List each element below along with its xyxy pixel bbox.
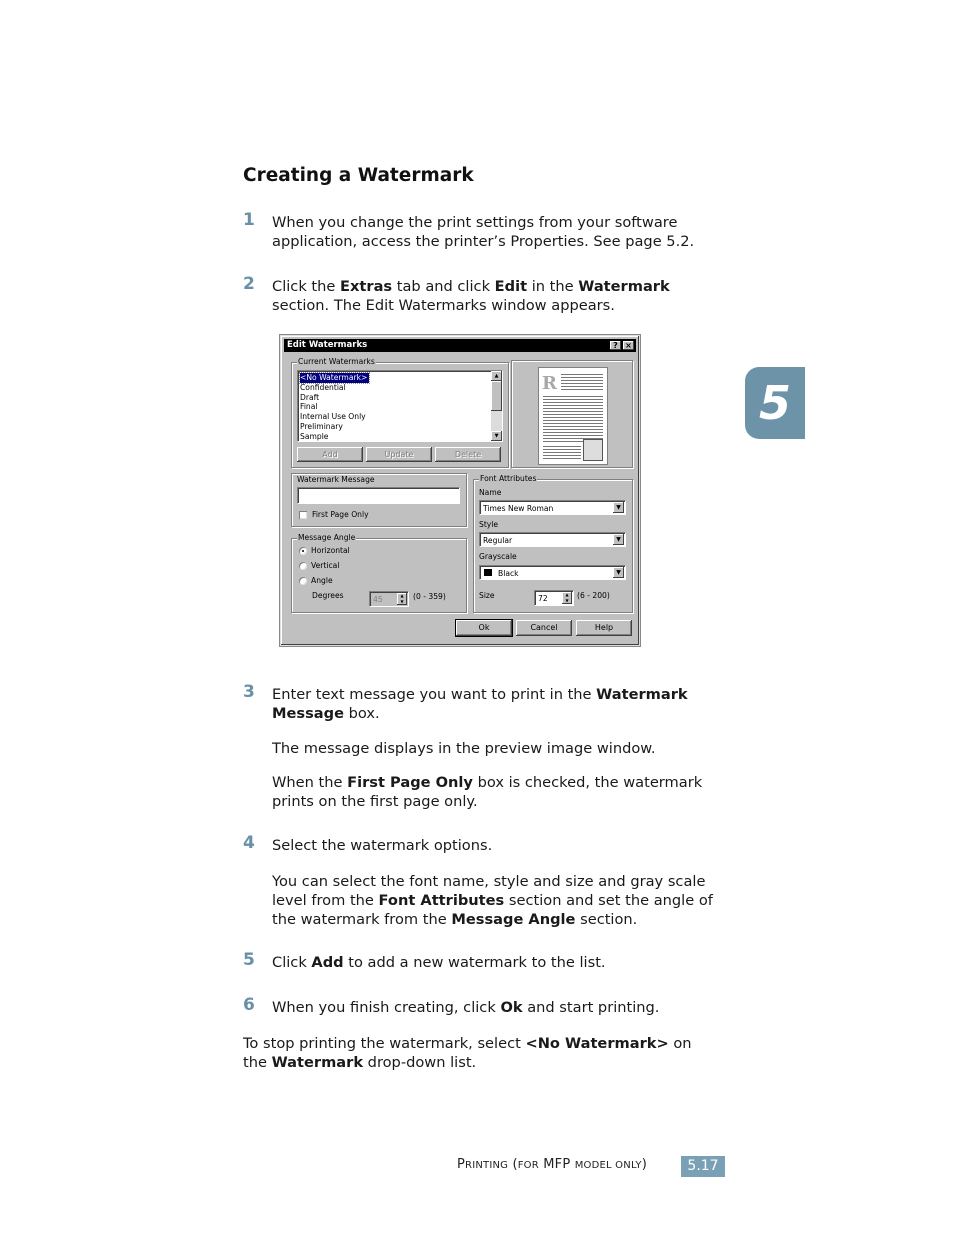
step-5-text [272,953,722,972]
font-attributes-keyword: Font Attributes [378,892,505,909]
list-scrollbar[interactable] [491,371,502,441]
step-3-p3-post: box is checked, the watermark [472,774,703,791]
chapter-tab: 5 [745,367,805,439]
degrees-value: 45 [373,595,383,604]
step-number-1: 1 [243,210,255,230]
list-item[interactable]: Internal Use Only [300,412,366,422]
no-watermark-keyword: <No Watermark> [525,1035,669,1052]
dropdown-arrow-icon[interactable]: ▼ [613,567,624,578]
step-3-line-1 [272,685,722,704]
step-3-post: box. [344,705,380,722]
footer-mfp: MFP [538,1157,575,1172]
degrees-label: Degrees [312,591,344,600]
edit-watermarks-dialog [280,335,640,646]
dialog-title: Edit Watermarks [287,340,368,350]
step-4-p2-line-2 [272,891,722,910]
step-3-p3-line-2: prints on the first page only. [272,793,478,810]
step-6-text [272,998,722,1017]
footer-rinting: RINTING [465,1160,509,1171]
first-page-only-checkbox[interactable] [299,511,307,519]
footer-paren-close: ) [641,1157,647,1172]
closing-line-2 [243,1053,723,1072]
angle-label: Angle [311,576,333,585]
closing-pre: To stop printing the watermark, select [243,1035,526,1052]
grayscale-value: Black [498,569,519,578]
close-titlebar-button[interactable]: × [623,341,634,350]
dropdown-arrow-icon[interactable]: ▼ [613,534,624,545]
preview-body-lines [543,394,603,442]
closing-pre2: the [243,1054,272,1071]
step-5-pre: Click [272,954,312,971]
watermark-keyword: Watermark [578,278,670,295]
step-4-text: Select the watermark options. [272,837,493,854]
help-button[interactable]: Help [576,620,632,636]
step-1-line-2: application, access the printer’s Properties. See page 5.2. [272,233,695,250]
size-range: (6 - 200) [577,591,610,600]
step-1-line-1: When you change the print settings from your software [272,214,678,231]
style-select[interactable] [479,532,626,547]
preview-page [538,367,608,465]
step-number-2: 2 [243,274,255,294]
font-attributes-label: Font Attributes [480,474,537,483]
size-label: Size [479,591,495,600]
page-number: 5.17 [681,1156,725,1177]
cancel-button[interactable]: Cancel [516,620,572,636]
scroll-up-icon[interactable]: ▲ [491,371,502,381]
size-value: 72 [538,594,548,603]
grayscale-select[interactable] [479,565,626,580]
list-item[interactable]: Final [300,402,318,412]
vertical-radio[interactable] [299,562,307,570]
update-button[interactable]: Update [366,447,432,462]
current-watermarks-label: Current Watermarks [298,357,375,366]
dialog-titlebar [284,339,636,352]
style-label: Style [479,520,499,529]
watermark-list[interactable] [297,370,503,442]
add-button[interactable]: Add [297,447,363,462]
help-titlebar-button[interactable]: ? [610,341,621,350]
list-item[interactable]: Preliminary [300,422,343,431]
edit-keyword: Edit [494,278,528,295]
step-4-p2-pre: level from the [272,892,379,909]
message-keyword: Message [272,705,344,722]
step-3-line-2 [272,704,722,723]
scroll-down-icon[interactable]: ▼ [491,431,502,441]
step-2-text [272,277,722,315]
step-3-paragraph-2: The message displays in the preview image window. [272,740,656,757]
extras-keyword: Extras [340,278,393,295]
footer-paren-open: ( [508,1157,518,1172]
closing-paragraph [243,1034,723,1072]
step-6-post: and start printing. [522,999,660,1016]
message-angle-label: Message Angle [298,533,356,542]
font-name-select[interactable] [479,500,626,515]
step-4-p2-pre3: the watermark from the [272,911,452,928]
step-4-paragraph-2 [272,872,722,929]
step-4-p2-post: section. [575,911,638,928]
step-2-mid2: in the [527,278,579,295]
list-item[interactable]: <No Watermark> [300,373,368,382]
step-2-line-2: section. The Edit Watermarks window appears. [272,297,615,314]
step-2-mid1: tab and click [392,278,495,295]
preview-watermark-letter: R [542,373,557,394]
horizontal-radio[interactable] [299,547,307,555]
font-name-value: Times New Roman [483,504,554,513]
step-1-text [272,213,722,251]
watermark-message-label: Watermark Message [297,475,375,484]
color-swatch-icon [484,569,492,576]
step-4-p2-line-1: You can select the font name, style and size and gray scale [272,873,706,890]
angle-radio[interactable] [299,577,307,585]
closing-line-1 [243,1034,723,1053]
list-item[interactable]: Draft [300,392,320,402]
ok-button[interactable]: Ok [456,620,512,636]
style-value: Regular [483,536,513,545]
list-item[interactable]: Confidential [300,382,346,392]
degrees-range: (0 - 359) [413,592,446,601]
delete-button[interactable]: Delete [435,447,501,462]
footer-for: FOR [517,1160,539,1171]
step-number-3: 3 [243,682,255,702]
spinner-arrows-icon[interactable]: ▲ ▼ [562,592,572,604]
step-number-4: 4 [243,833,255,853]
vertical-label: Vertical [311,561,340,570]
step-3-pre: Enter text message you want to print in the [272,686,597,703]
step-4-p2-line-3 [272,910,722,929]
message-angle-keyword: Message Angle [451,911,576,928]
step-3-p3-pre: When the [272,774,348,791]
closing-post: drop-down list. [363,1054,477,1071]
footer-section-title [457,1157,647,1172]
preview-footer-lines [543,444,581,460]
grayscale-label: Grayscale [479,552,517,561]
step-6-pre: When you finish creating, click [272,999,501,1016]
step-3-text [272,685,722,723]
horizontal-label: Horizontal [311,546,350,555]
first-page-only-label: First Page Only [312,510,369,519]
step-4-p2-mid: section and set the angle of [504,892,713,909]
step-3-p3-line-1 [272,773,722,792]
watermark-keyword: Watermark [596,686,688,703]
add-keyword: Add [311,954,344,971]
ok-keyword: Ok [500,999,523,1016]
degrees-spinner[interactable] [369,591,409,607]
font-name-label: Name [479,488,502,497]
step-2-pre: Click the [272,278,341,295]
spinner-arrows-icon[interactable]: ▲ ▼ [397,593,407,605]
section-title: Creating a Watermark [243,165,474,186]
list-item[interactable]: Sample [300,431,329,441]
step-number-6: 6 [243,995,255,1015]
step-2-line-1 [272,277,722,296]
step-3-paragraph-3 [272,773,722,811]
watermark-keyword: Watermark [271,1054,364,1071]
preview-text-lines [561,372,603,392]
first-page-only-keyword: First Page Only [347,774,473,791]
step-number-5: 5 [243,950,255,970]
watermark-message-input[interactable] [297,487,460,504]
size-spinner[interactable] [534,590,574,606]
step-5-post: to add a new watermark to the list. [343,954,606,971]
footer-p: P [457,1157,466,1172]
dropdown-arrow-icon[interactable]: ▼ [613,502,624,513]
closing-mid: on [668,1035,692,1052]
preview-corner-icon [583,439,603,461]
footer-model-only: MODEL ONLY [574,1160,642,1171]
scroll-thumb[interactable] [491,381,502,411]
